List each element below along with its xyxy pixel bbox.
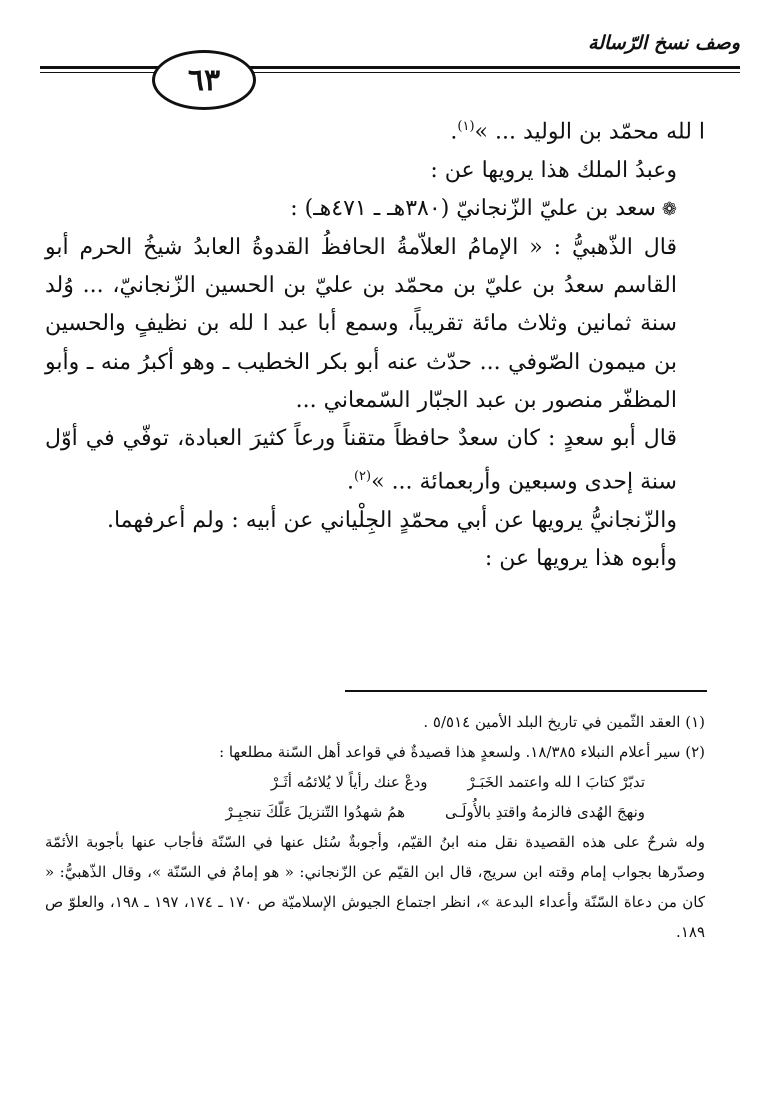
footnote: (٢) سير أعلام النبلاء ١٨/٣٨٥. ولسعدٍ هذا قصيدةٌ في قواعد أهل السّنة مطلعها :: [219, 743, 705, 761]
footnote-ref: (٢): [353, 469, 372, 485]
verse-hemistich: ونهجَ الهُدى فالزمهُ واقتدِ بالأُولَـى: [444, 803, 645, 821]
footnote-divider: [345, 690, 707, 692]
paragraph: والزّنجانيُّ يرويها عن أبي محمّدٍ الجِلْياني عن أبيه : ولم أعرفهما.: [106, 507, 677, 533]
text-punct: .: [346, 469, 354, 495]
page-number: ٦٣: [152, 50, 256, 110]
text-line: ا لله محمّد بن الوليد ... »: [474, 119, 705, 145]
verse-hemistich: همُ شهدُوا التّنزيلَ عَلّكَ تنجبِـرْ: [225, 803, 405, 821]
flower-bullet-icon: ❁: [661, 198, 677, 220]
running-title: وصف نسخ الرّسالة: [588, 32, 740, 54]
footnote: (١) العقد الثّمين في تاريخ البلد الأمين ٥/٥١٤ .: [423, 713, 705, 731]
verse-line: [45, 767, 705, 797]
text-line: سعد بن عليّ الزّنجانيّ (٣٨٠هـ ـ ٤٧١هـ) :: [290, 195, 656, 221]
text-punct: .: [450, 119, 458, 145]
main-text: [45, 108, 705, 578]
verse-hemistich: ودعْ عنك رأياً لا يُلائمُه أثَـرْ: [270, 773, 428, 791]
paragraph: وأبوه هذا يرويها عن :: [484, 545, 677, 571]
verse-line: [45, 797, 705, 827]
footnote-continuation: وله شرحٌ على هذه القصيدة نقل منه ابنُ القيّم، وأجوبةٌ سُئل عنها في السّنّة فأجاب عنها بأجوبة الأئمّة وصدّرها بجواب إمام وقته ابن سريج، قال ابن القيّم عن الزّنجاني: « هو إمامٌ في السّنّة »، وقال الذّهبيُّ: « كان من دعاة السّنّة وأعداء البدعة »، انظر اجتماع الجيوش الإسلاميّة ص ١٧٠ ـ ١٧٤، ١٩٧ ـ ١٩٨، والعلوّ ص ١٨٩.: [45, 833, 706, 941]
header-rule-thin: [40, 72, 740, 73]
paragraph: [45, 420, 705, 502]
header-rule: [40, 66, 740, 69]
footnotes: [45, 707, 705, 947]
paragraph: [45, 190, 705, 229]
footnote-ref: (١): [457, 119, 475, 134]
paragraph: [45, 108, 705, 152]
page-header: [40, 28, 740, 98]
text-line: قال أبو سعدٍ : كان سعدٌ حافظاً متقناً ورعاً كثيرَ العبادة، توفّي في أوّل سنة إحدى وسبعين وأربعمائة ... »: [45, 425, 677, 495]
paragraph: وعبدُ الملك هذا يرويها عن :: [430, 157, 677, 183]
verse-hemistich: تدبّرْ كتابَ ا لله واعتمد الخَبَـرْ: [467, 773, 645, 791]
paragraph: قال الذّهبيُّ : « الإمامُ العلاّمةُ الحافظُ القدوةُ العابدُ شيخُ الحرم أبو القاسم سعدُ بن عليّ بن محمّد بن عليّ بن الحسين الزّنجانيّ، ... وُلد سنة ثمانين وثلاث مائة تقريباً، وسمع أبا عبد ا لله بن نظيفٍ والحسين بن ميمون الصّوفي ... حدّث عنه أبو بكر الخطيب ـ وهو أكبرُ منه ـ وأبو المظفّر منصور بن عبد الجبّار السّمعاني ...: [45, 234, 677, 413]
